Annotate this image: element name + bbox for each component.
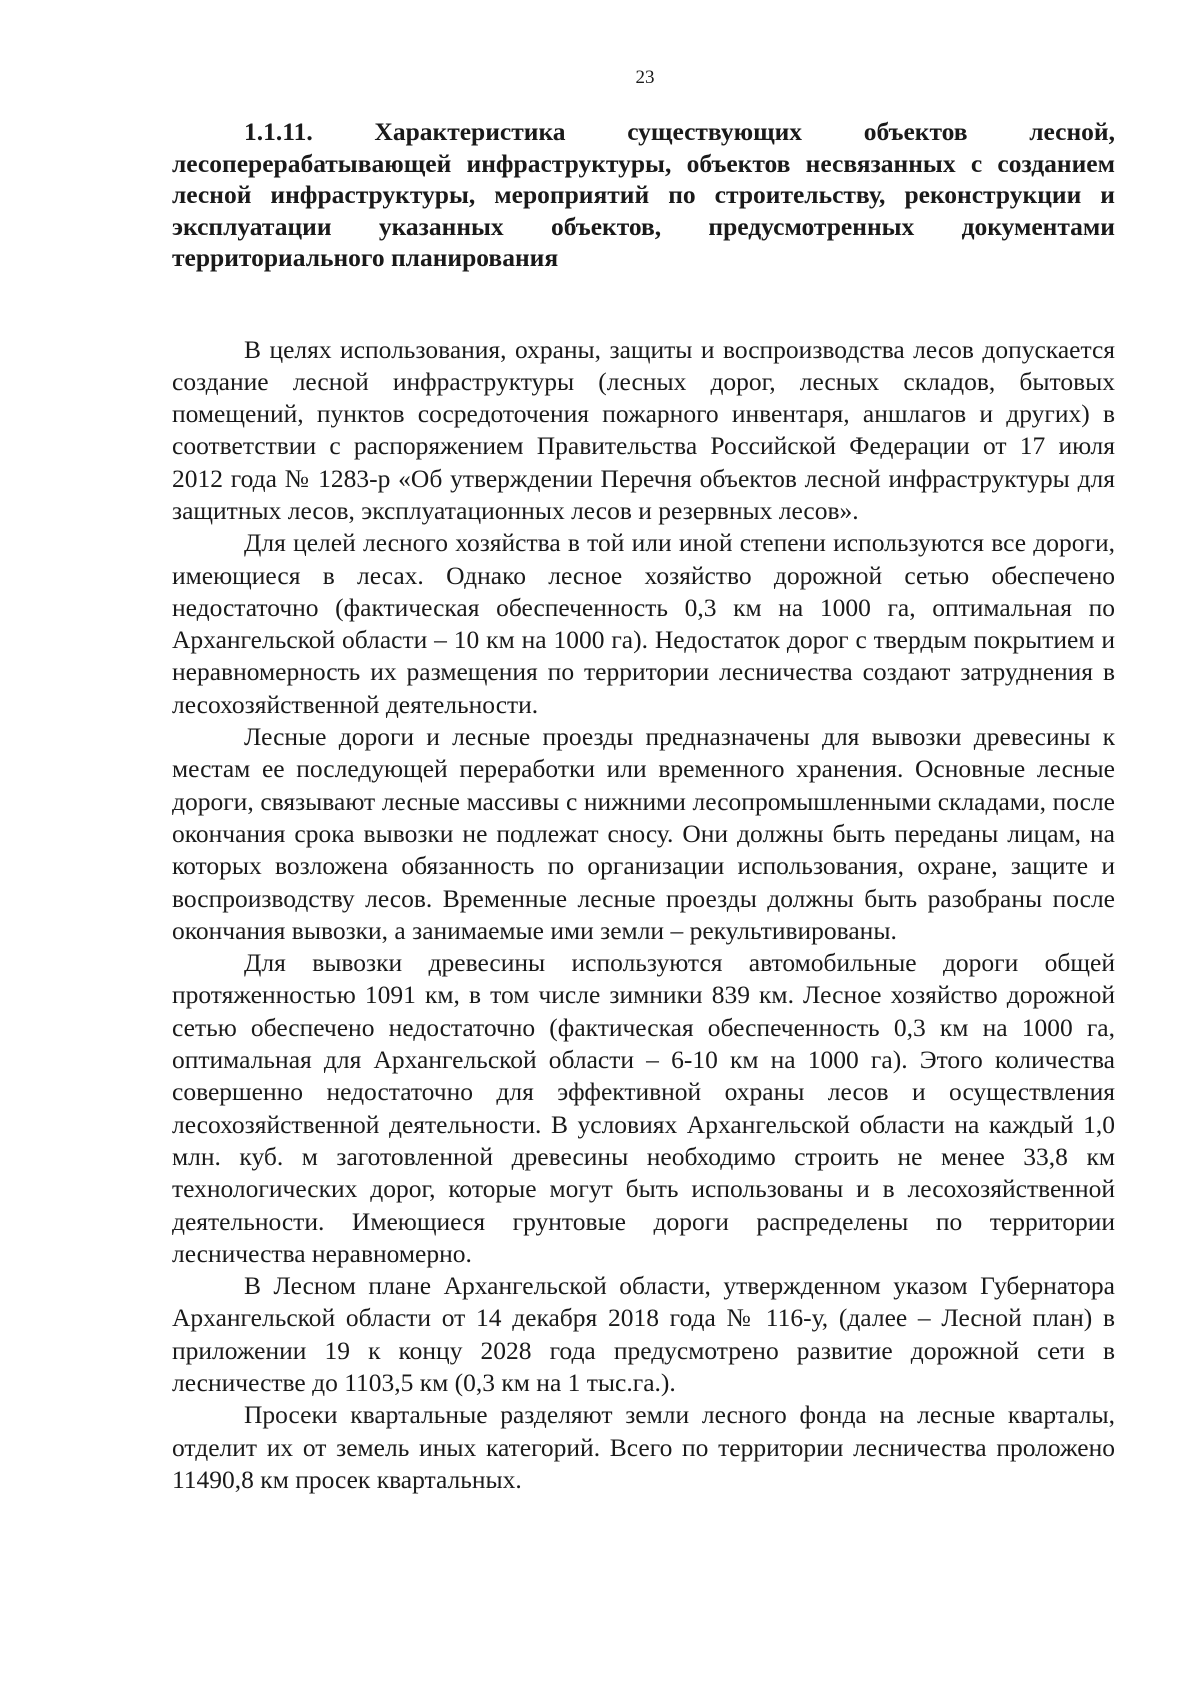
paragraph-road-network: Для целей лесного хозяйства в той или иной степени используются все дороги, имеющиеся в лесах. Однако лесное хозяйство дорожной сетью обеспечено недостаточно (фактическая обеспеченность 0,3 км на 1000 га, оптимальная по Архангельской области – 10 км на 1000 га). Недостаток дорог с твердым покрытием и неравномерность их размещения по территории лесничества создают затруднения в лесохозяйственной деятельности.	[172, 528, 1115, 719]
paragraph-timber-transport: Для вывозки древесины используются автомобильные дороги общей протяженностью 1091 км, в том числе зимники 839 км. Лесное хозяйство дорожной сетью обеспечено недостаточно (фактическая обеспеченность 0,3 км на 1000 га, оптимальная для Архангельской области – 6-10 км на 1000 га). Этого количества совершенно недостаточно для эффективной охраны лесов и осуществления лесохозяйственной деятельности. В условиях Архангельской области на каждый 1,0 млн. куб. м заготовленной древесины необходимо строить не менее 33,8 км технологических дорог, которые могут быть использованы и в лесохозяйственной деятельности. Имеющиеся грунтовые дороги распределены по территории лесничества неравномерно.	[172, 948, 1115, 1268]
paragraph-infrastructure: В целях использования, охраны, защиты и воспроизводства лесов допускается создание лесной инфраструктуры (лесных дорог, лесных складов, бытовых помещений, пунктов сосредоточения пожарного инвентаря, аншлагов и других) в соответствии с распоряжением Правительства Российской Федерации от 17 июля 2012 года № 1283-р «Об утверждении Перечня объектов лесной инфраструктуры для защитных лесов, эксплуатационных лесов и резервных лесов».	[172, 334, 1115, 525]
section-number: 1.1.11.	[244, 117, 313, 146]
section-heading	[172, 116, 1115, 274]
page-content	[172, 116, 1115, 1496]
section-title: Характеристика существующих объектов лесной, лесоперерабатывающей инфраструктуры, объектов несвязанных с созданием лесной инфраструктуры, мероприятий по строительству, реконструкции и эксплуатации указанных объектов, предусмотренных документами территориального планирования	[172, 117, 1115, 272]
paragraph-clearings: Просеки квартальные разделяют земли лесного фонда на лесные кварталы, отделит их от земель иных категорий. Всего по территории лесничества проложено 11490,8 км просек квартальных.	[172, 1400, 1115, 1494]
paragraph-forest-roads: Лесные дороги и лесные проезды предназначены для вывозки древесины к местам ее последующей переработки или временного хранения. Основные лесные дороги, связывают лесные массивы с нижними лесопромышленными складами, после окончания срока вывозки не подлежат сносу. Они должны быть переданы лицам, на которых возложена обязанность по организации использования, охране, защите и воспроизводству лесов. Временные лесные проезды должны быть разобраны после окончания вывозки, а занимаемые ими земли – рекультивированы.	[172, 722, 1115, 945]
page-number: 23	[635, 67, 655, 88]
section-body	[172, 334, 1115, 1497]
paragraph-forest-plan: В Лесном плане Архангельской области, утвержденном указом Губернатора Архангельской области от 14 декабря 2018 года № 116-у, (далее – Лесной план) в приложении 19 к концу 2028 года предусмотрено развитие дорожной сети в лесничестве до 1103,5 км (0,3 км на 1 тыс.га.).	[172, 1271, 1115, 1397]
